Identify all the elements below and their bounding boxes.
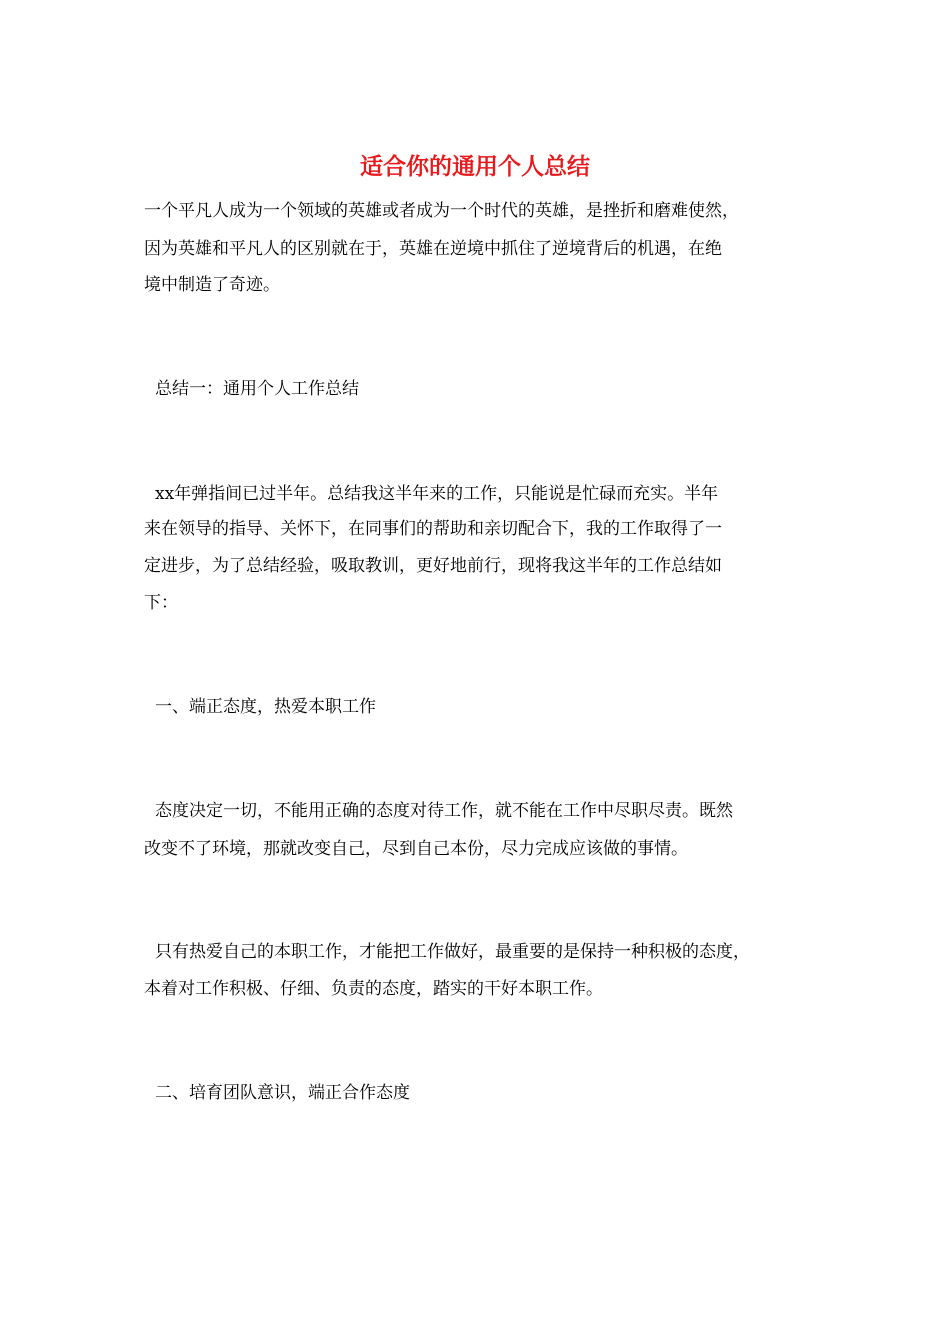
para2-line-2: 改变不了环境，那就改变自己，尽到自己本份，尽力完成应该做的事情。 [144,839,688,859]
para1-line-1: xx年弹指间已过半年。总结我这半年来的工作，只能说是忙碌而充实。半年 [155,484,719,504]
para1-line-4: 下： [144,593,178,613]
para1-line-2: 来在领导的指导、关怀下，在同事们的帮助和亲切配合下，我的工作取得了一 [144,519,722,539]
intro-line-3: 境中制造了奇迹。 [144,275,280,295]
para2-line-1: 态度决定一切，不能用正确的态度对待工作，就不能在工作中尽职尽责。既然 [155,801,733,821]
document-title: 适合你的通用个人总结 [360,153,590,180]
heading-2: 二、培育团队意识，端正合作态度 [155,1083,410,1103]
heading-1: 一、端正态度，热爱本职工作 [155,697,376,717]
intro-line-2: 因为英雄和平凡人的区别就在于，英雄在逆境中抓住了逆境背后的机遇，在绝 [144,239,722,259]
section-heading: 总结一：通用个人工作总结 [155,379,359,399]
para1-line-3: 定进步，为了总结经验，吸取教训，更好地前行，现将我这半年的工作总结如 [144,556,722,576]
para3-line-1: 只有热爱自己的本职工作，才能把工作做好，最重要的是保持一种积极的态度， [155,942,750,962]
intro-line-1: 一个平凡人成为一个领域的英雄或者成为一个时代的英雄，是挫折和磨难使然， [144,201,739,221]
para3-line-2: 本着对工作积极、仔细、负责的态度，踏实的干好本职工作。 [144,979,603,999]
